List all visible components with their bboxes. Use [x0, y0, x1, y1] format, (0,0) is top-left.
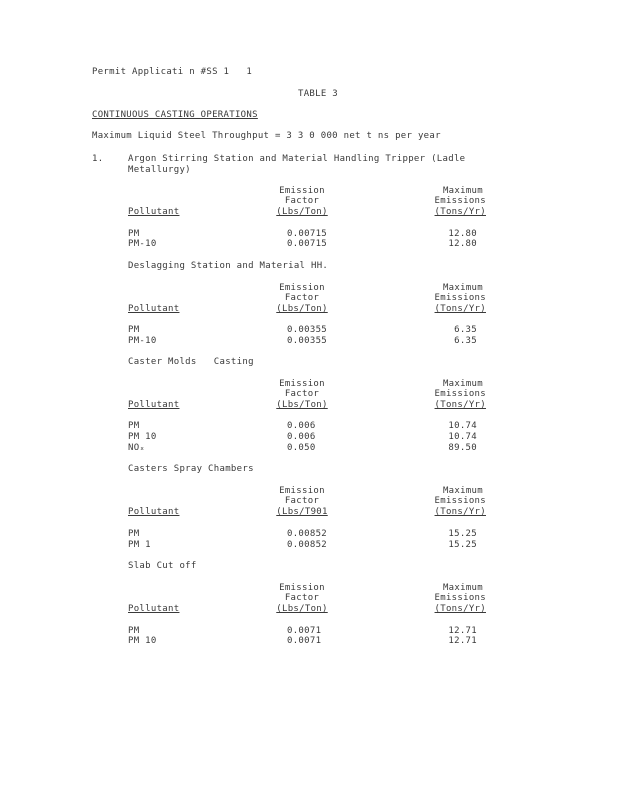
max-cell: 6.35 [454, 325, 477, 335]
factor-cell: 0.00715 [287, 239, 328, 249]
factor-cell: 0.00852 [287, 540, 328, 550]
max-cell: 89.50 [448, 443, 477, 453]
pollutant-cell: PM-10 [128, 336, 157, 346]
max-cell: 12.80 [448, 239, 477, 249]
pollutant-cell: PM [128, 229, 140, 239]
max-cell: 12.71 [448, 626, 477, 636]
max-cell: 10.74 [448, 421, 477, 431]
emission-header-1: Emission [279, 283, 325, 293]
factor-cell: 0.050 [287, 443, 316, 453]
max-cell: 6.35 [454, 336, 477, 346]
maximum-header-1: Maximum [442, 379, 483, 389]
maximum-header-2: Emissions [434, 496, 486, 506]
factor-cell: 0.006 [287, 432, 316, 442]
emission-header-2: Factor [284, 293, 320, 303]
subsection-title: Slab Cut off [128, 561, 197, 571]
pollutant-cell: NOₓ [128, 443, 146, 453]
pollutant-cell: PM [128, 325, 140, 335]
pollutant-cell: PM [128, 529, 140, 539]
emission-header-3: (Lbs/Ton) [276, 207, 328, 217]
pollutant-cell: PM [128, 626, 140, 636]
item-title-line-1: Argon Stirring Station and Material Handling Tripper (Ladle [128, 154, 466, 164]
pollutant-cell: PM [128, 421, 140, 431]
emission-header-1: Emission [279, 186, 325, 196]
section-title: CONTINUOUS CASTING OPERATIONS [92, 110, 258, 120]
factor-cell: 0.00715 [287, 229, 328, 239]
factor-cell: 0.00355 [287, 325, 328, 335]
throughput-statement: Maximum Liquid Steel Throughput = 3 3 0 000 net t ns per year [92, 131, 441, 141]
factor-cell: 0.006 [287, 421, 316, 431]
pollutant-cell: PM 1 [128, 540, 151, 550]
pollutant-header: Pollutant [128, 507, 180, 517]
pollutant-cell: PM 10 [128, 636, 157, 646]
maximum-header-3: (Tons/Yr) [434, 304, 486, 314]
maximum-header-2: Emissions [434, 293, 486, 303]
pollutant-cell: PM-10 [128, 239, 157, 249]
emission-header-1: Emission [279, 486, 325, 496]
item-title-line-2: Metallurgy) [128, 165, 191, 175]
maximum-header-2: Emissions [434, 389, 486, 399]
maximum-header-1: Maximum [442, 583, 483, 593]
emission-header-2: Factor [284, 196, 320, 206]
maximum-header-2: Emissions [434, 196, 486, 206]
emission-header-3: (Lbs/Ton) [276, 304, 328, 314]
factor-cell: 0.0071 [287, 626, 322, 636]
maximum-header-2: Emissions [434, 593, 486, 603]
factor-cell: 0.0071 [287, 636, 322, 646]
permit-header: Permit Applicati n #SS 1 1 [92, 67, 253, 77]
pollutant-cell: PM 10 [128, 432, 157, 442]
subsection-title: Casters Spray Chambers [128, 464, 254, 474]
max-cell: 12.71 [448, 636, 477, 646]
emission-header-3: (Lbs/Ton) [276, 400, 328, 410]
subsection-title: Deslagging Station and Material HH. [128, 261, 329, 271]
pollutant-header: Pollutant [128, 207, 180, 217]
table-title: TABLE 3 [298, 89, 339, 99]
emission-header-3: (Lbs/T901 [276, 507, 328, 517]
factor-cell: 0.00852 [287, 529, 328, 539]
max-cell: 15.25 [448, 540, 477, 550]
emission-header-3: (Lbs/Ton) [276, 604, 328, 614]
max-cell: 12.80 [448, 229, 477, 239]
maximum-header-1: Maximum [442, 186, 483, 196]
emission-header-2: Factor [284, 496, 320, 506]
maximum-header-3: (Tons/Yr) [434, 507, 486, 517]
max-cell: 10.74 [448, 432, 477, 442]
emission-header-2: Factor [284, 593, 320, 603]
maximum-header-3: (Tons/Yr) [434, 604, 486, 614]
maximum-header-3: (Tons/Yr) [434, 207, 486, 217]
factor-cell: 0.00355 [287, 336, 328, 346]
emission-header-1: Emission [279, 583, 325, 593]
max-cell: 15.25 [448, 529, 477, 539]
emission-header-2: Factor [284, 389, 320, 399]
maximum-header-1: Maximum [442, 486, 483, 496]
maximum-header-1: Maximum [442, 283, 483, 293]
emission-header-1: Emission [279, 379, 325, 389]
pollutant-header: Pollutant [128, 604, 180, 614]
subsection-title: Caster Molds Casting [128, 357, 254, 367]
maximum-header-3: (Tons/Yr) [434, 400, 486, 410]
pollutant-header: Pollutant [128, 304, 180, 314]
pollutant-header: Pollutant [128, 400, 180, 410]
item-number: 1. [92, 154, 104, 164]
